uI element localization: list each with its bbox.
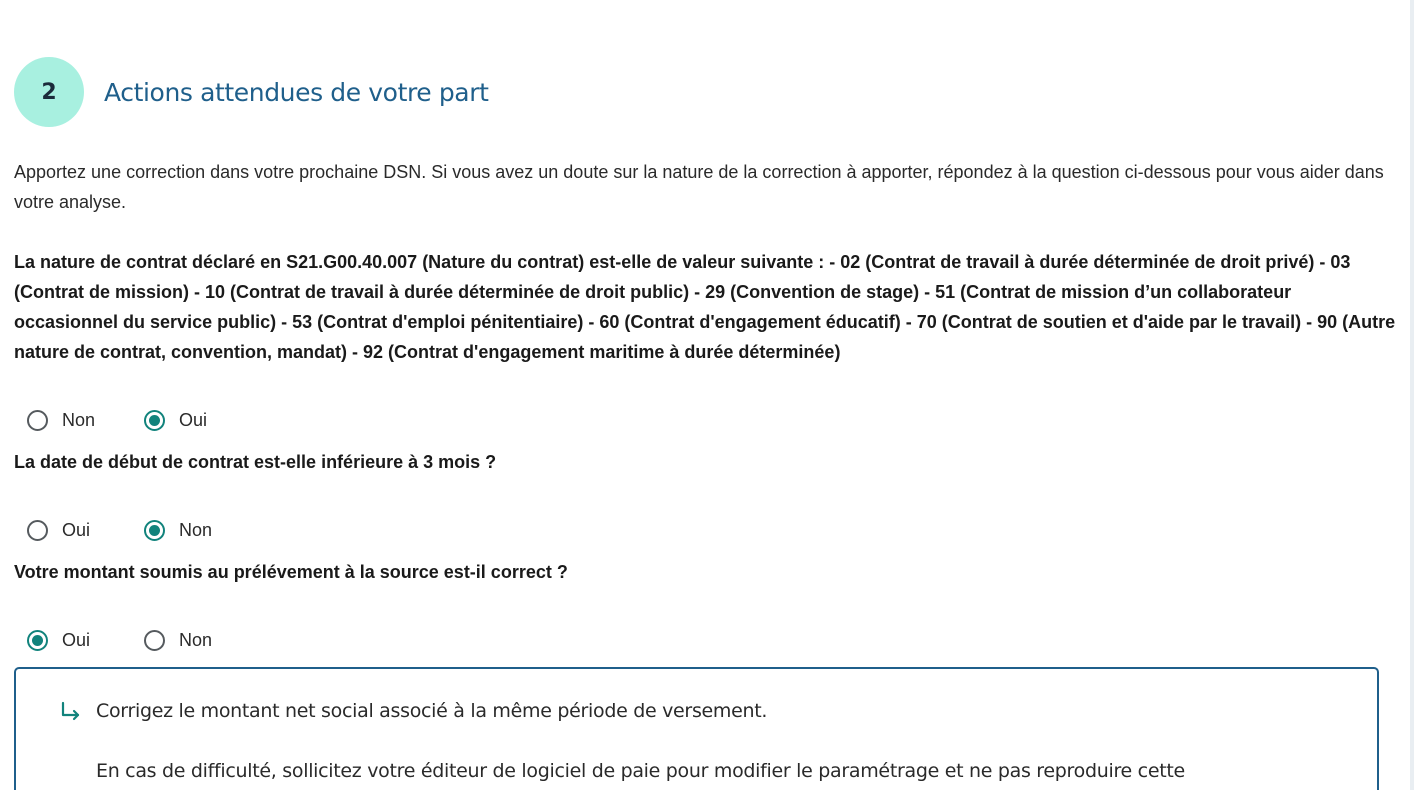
return-arrow-icon xyxy=(59,699,83,723)
step-header xyxy=(14,57,489,127)
option-label: Oui xyxy=(179,410,208,430)
question-1-radio-group xyxy=(27,410,207,431)
option-label: Oui xyxy=(62,630,91,650)
radio-checked-icon[interactable] xyxy=(144,410,165,431)
question-1-option-non[interactable] xyxy=(27,410,144,431)
question-3-option-non[interactable] xyxy=(144,630,212,651)
answer-line-2: En cas de difficulté, sollicitez votre éditeur de logiciel de paie pour modifier le paramétrage et ne pas reproduire cette xyxy=(96,760,1185,782)
intro-text: Apportez une correction dans votre prochaine DSN. Si vous avez un doute sur la nature de la correction à apporter, répondez à la question ci-dessous pour vous aider dans votre analyse. xyxy=(14,162,1384,212)
question-3-radio-group xyxy=(27,630,212,651)
answer-instruction xyxy=(59,699,767,723)
option-label: Oui xyxy=(62,520,91,540)
radio-checked-icon[interactable] xyxy=(144,520,165,541)
question-2-option-oui[interactable] xyxy=(27,520,144,541)
step-title: Actions attendues de votre part xyxy=(104,77,489,107)
question-1: La nature de contrat déclaré en S21.G00.40.007 (Nature du contrat) est-elle de valeur suivante : - 02 (Contrat de travail à durée déterminée de droit privé) - 03 (Contrat de mission) - 10 (Contrat de travail à durée déterminée de droit public) - 29 (Convention de stage) - 51 (Contrat de mission d’un collaborateur occasionnel du service public) - 53 (Contrat d'emploi pénitentiaire) - 60 (Contrat d'engagement éducatif) - 70 (Contrat de soutien et d'aide par le travail) - 90 (Autre nature de contrat, convention, mandat) - 92 (Contrat d'engagement maritime à durée déterminée) xyxy=(14,252,1396,362)
question-3: Votre montant soumis au prélévement à la source est-il correct ? xyxy=(14,562,568,582)
question-2-radio-group xyxy=(27,520,212,541)
option-label: Non xyxy=(179,630,213,650)
question-2: La date de début de contrat est-elle inférieure à 3 mois ? xyxy=(14,452,497,472)
question-1-option-oui[interactable] xyxy=(144,410,207,431)
option-label: Non xyxy=(179,520,213,540)
answer-line-1: Corrigez le montant net social associé à la même période de versement. xyxy=(96,700,768,722)
radio-checked-icon[interactable] xyxy=(27,630,48,651)
radio-unchecked-icon[interactable] xyxy=(27,520,48,541)
radio-unchecked-icon[interactable] xyxy=(144,630,165,651)
question-3-option-oui[interactable] xyxy=(27,630,144,651)
scrollbar-track[interactable] xyxy=(1410,0,1414,790)
option-label: Non xyxy=(62,410,96,430)
radio-unchecked-icon[interactable] xyxy=(27,410,48,431)
step-number-badge: 2 xyxy=(14,57,84,127)
question-2-option-non[interactable] xyxy=(144,520,212,541)
